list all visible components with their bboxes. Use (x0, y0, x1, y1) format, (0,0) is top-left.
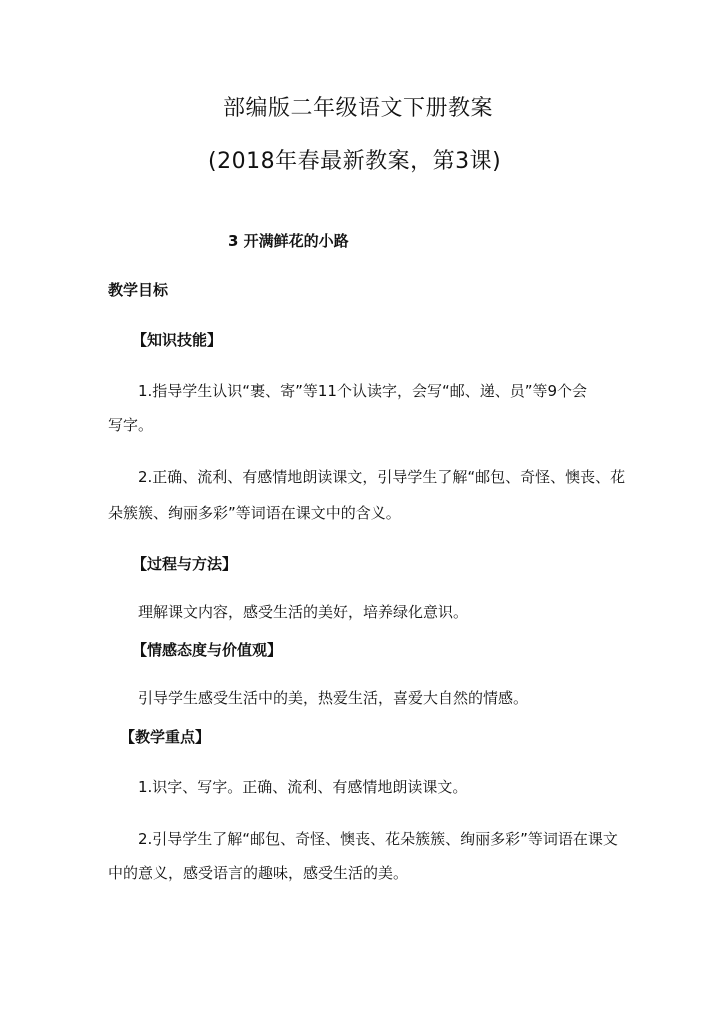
key-points-item-2-line-1: 2.引导学生了解“邮包、奇怪、懊丧、花朵簇簇、绚丽多彩”等词语在课文 (138, 830, 618, 848)
knowledge-item-2-line-1: 2.正确、流利、有感情地朗读课文，引导学生了解“邮包、奇怪、懊丧、花 (138, 468, 626, 486)
process-method-heading: 【过程与方法】 (132, 555, 238, 573)
knowledge-item-1-line-1: 1.指导学生认识“裹、寄”等11个认读字，会写“邮、递、员”等9个会 (138, 382, 588, 400)
process-method-text: 理解课文内容，感受生活的美好，培养绿化意识。 (138, 603, 469, 621)
emotion-values-heading: 【情感态度与价值观】 (132, 641, 283, 659)
key-points-heading: 【教学重点】 (120, 728, 211, 746)
lesson-title: 3 开满鲜花的小路 (228, 232, 349, 250)
emotion-values-text: 引导学生感受生活中的美，热爱生活，喜爱大自然的情感。 (138, 689, 529, 707)
key-points-item-2-line-2: 中的意义，感受语言的趣味，感受生活的美。 (108, 864, 409, 882)
document-subtitle: (2018年春最新教案，第3课) (208, 149, 502, 174)
section-heading-teaching-goals: 教学目标 (108, 281, 169, 299)
document-title: 部编版二年级语文下册教案 (223, 96, 494, 121)
key-points-item-1: 1.识字、写字。正确、流利、有感情地朗读课文。 (138, 778, 468, 796)
knowledge-item-2-line-2: 朵簇簇、绚丽多彩”等词语在课文中的含义。 (108, 504, 401, 522)
knowledge-skills-heading: 【知识技能】 (132, 331, 223, 349)
knowledge-item-1-line-2: 写字。 (108, 416, 154, 434)
